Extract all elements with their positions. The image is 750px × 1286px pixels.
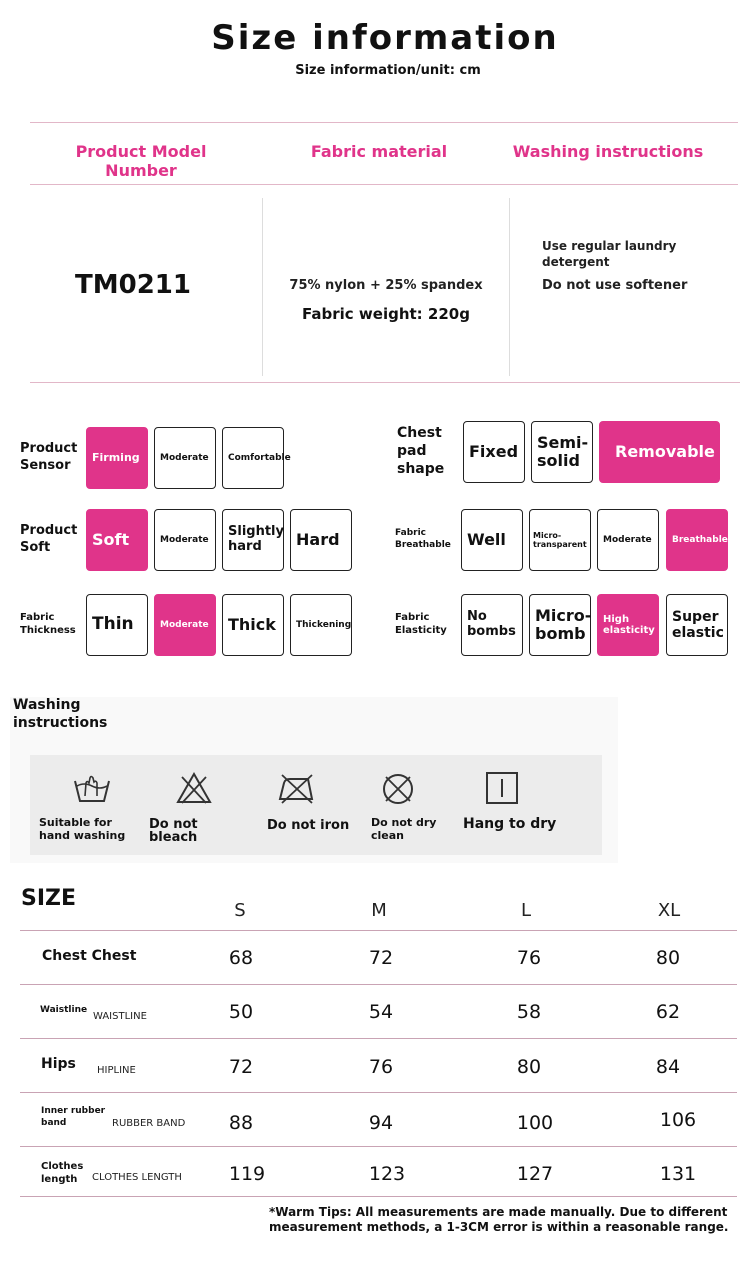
column-divider <box>262 198 263 376</box>
option-slightly-hard: Slightly hard <box>222 509 284 571</box>
table-cell: 54 <box>368 1001 394 1023</box>
table-cell: 84 <box>655 1056 681 1078</box>
table-cell: 131 <box>659 1163 697 1185</box>
divider <box>30 122 738 123</box>
table-cell: 123 <box>368 1163 406 1185</box>
table-cell: 72 <box>228 1056 254 1078</box>
warm-tip: *Warm Tips: All measurements are made manually. Due to different measurement methods, a 1-3CM error is within a reasonable range. <box>269 1205 729 1234</box>
product-soft-label: Product Soft <box>20 523 78 555</box>
option-thick: Thick <box>222 594 284 656</box>
table-cell: 80 <box>516 1056 542 1078</box>
table-cell: 127 <box>516 1163 554 1185</box>
row-sublabel: RUBBER BAND <box>112 1118 186 1129</box>
no-dry-clean-icon <box>378 769 418 809</box>
option-micro-transparent: Micro-transparent <box>529 509 591 571</box>
option-removable: Removable <box>599 421 720 483</box>
option-hard: Hard <box>290 509 352 571</box>
option-breathable: Breathable <box>666 509 728 571</box>
row-sublabel: HIPLINE <box>97 1065 136 1076</box>
divider <box>30 184 738 185</box>
fabric-thickness-label: Fabric Thickness <box>20 612 76 636</box>
table-cell: 68 <box>228 947 254 969</box>
table-cell: 76 <box>516 947 542 969</box>
table-cell: 76 <box>368 1056 394 1078</box>
option-moderate: Moderate <box>154 509 216 571</box>
option-moderate: Moderate <box>154 427 216 489</box>
size-header: S <box>234 900 246 921</box>
table-divider <box>20 1196 737 1197</box>
table-divider <box>20 1038 737 1039</box>
table-divider <box>20 1092 737 1093</box>
fabric-elasticity-label: Fabric Elasticity <box>395 612 447 636</box>
washing-note-detergent: Use regular laundry detergent <box>542 239 677 269</box>
table-cell: 94 <box>368 1112 394 1134</box>
option-moderate: Moderate <box>597 509 659 571</box>
table-cell: 119 <box>228 1163 266 1185</box>
option-no-bombs: No bombs <box>461 594 523 656</box>
option-moderate: Moderate <box>154 594 216 656</box>
fabric-heading: Fabric material <box>310 142 448 161</box>
option-thin: Thin <box>86 594 148 656</box>
divider <box>30 382 740 383</box>
model-heading: Product Model Number <box>75 142 207 180</box>
table-divider <box>20 984 737 985</box>
table-cell: 62 <box>655 1001 681 1023</box>
hand-wash-icon <box>72 769 112 809</box>
page-title: Size information <box>211 18 559 58</box>
hang-dry-icon <box>482 769 522 809</box>
table-cell: 80 <box>655 947 681 969</box>
fabric-composition: 75% nylon + 25% spandex <box>289 278 483 293</box>
washing-note-softener: Do not use softener <box>542 278 688 293</box>
option-super-elastic: Super elastic <box>666 594 728 656</box>
washing-label: Hang to dry <box>463 816 557 832</box>
row-label: Clothes length <box>41 1161 84 1185</box>
size-header: XL <box>657 900 681 921</box>
table-cell: 50 <box>228 1001 254 1023</box>
washing-label: Suitable for hand washing <box>39 816 126 842</box>
fabric-breathable-label: Fabric Breathable <box>395 528 451 550</box>
option-comfortable: Comfortable <box>222 427 284 489</box>
option-semi-solid: Semi-solid <box>531 421 593 483</box>
option-soft: Soft <box>86 509 148 571</box>
table-cell: 88 <box>228 1112 254 1134</box>
column-divider <box>509 198 510 376</box>
option-high-elasticity: High elasticity <box>597 594 659 656</box>
option-thickening: Thickening <box>290 594 352 656</box>
row-label: Hips <box>41 1056 76 1072</box>
row-sublabel: WAISTLINE <box>93 1011 147 1022</box>
size-table-title: SIZE <box>21 886 77 911</box>
table-divider <box>20 1146 737 1147</box>
option-fixed: Fixed <box>463 421 525 483</box>
row-label: Chest Chest <box>42 948 137 964</box>
washing-heading: Washing instructions <box>512 142 704 161</box>
size-header: M <box>371 900 387 921</box>
table-cell: 72 <box>368 947 394 969</box>
chest-pad-shape-label: Chest pad shape <box>397 425 445 477</box>
table-divider <box>20 930 737 931</box>
row-label: Waistline <box>40 1005 88 1015</box>
row-sublabel: CLOTHES LENGTH <box>92 1172 182 1183</box>
washing-title: Washing instructions <box>13 697 108 731</box>
washing-label: Do not dry clean <box>371 816 437 842</box>
size-header: L <box>520 900 532 921</box>
product-model: TM0211 <box>75 270 191 300</box>
product-sensor-label: Product Sensor <box>20 441 78 473</box>
washing-label: Do not bleach <box>149 817 198 845</box>
row-label: Inner rubber band <box>41 1106 106 1128</box>
table-cell: 58 <box>516 1001 542 1023</box>
table-cell: 106 <box>659 1109 697 1131</box>
option-micro-bomb: Micro-bomb <box>529 594 591 656</box>
table-cell: 100 <box>516 1112 554 1134</box>
no-iron-icon <box>276 769 316 809</box>
page-subtitle: Size information/unit: cm <box>295 63 481 78</box>
option-well: Well <box>461 509 523 571</box>
fabric-weight: Fabric weight: 220g <box>302 305 470 323</box>
option-firming: Firming <box>86 427 148 489</box>
no-bleach-icon <box>174 769 214 809</box>
washing-label: Do not iron <box>267 818 350 833</box>
